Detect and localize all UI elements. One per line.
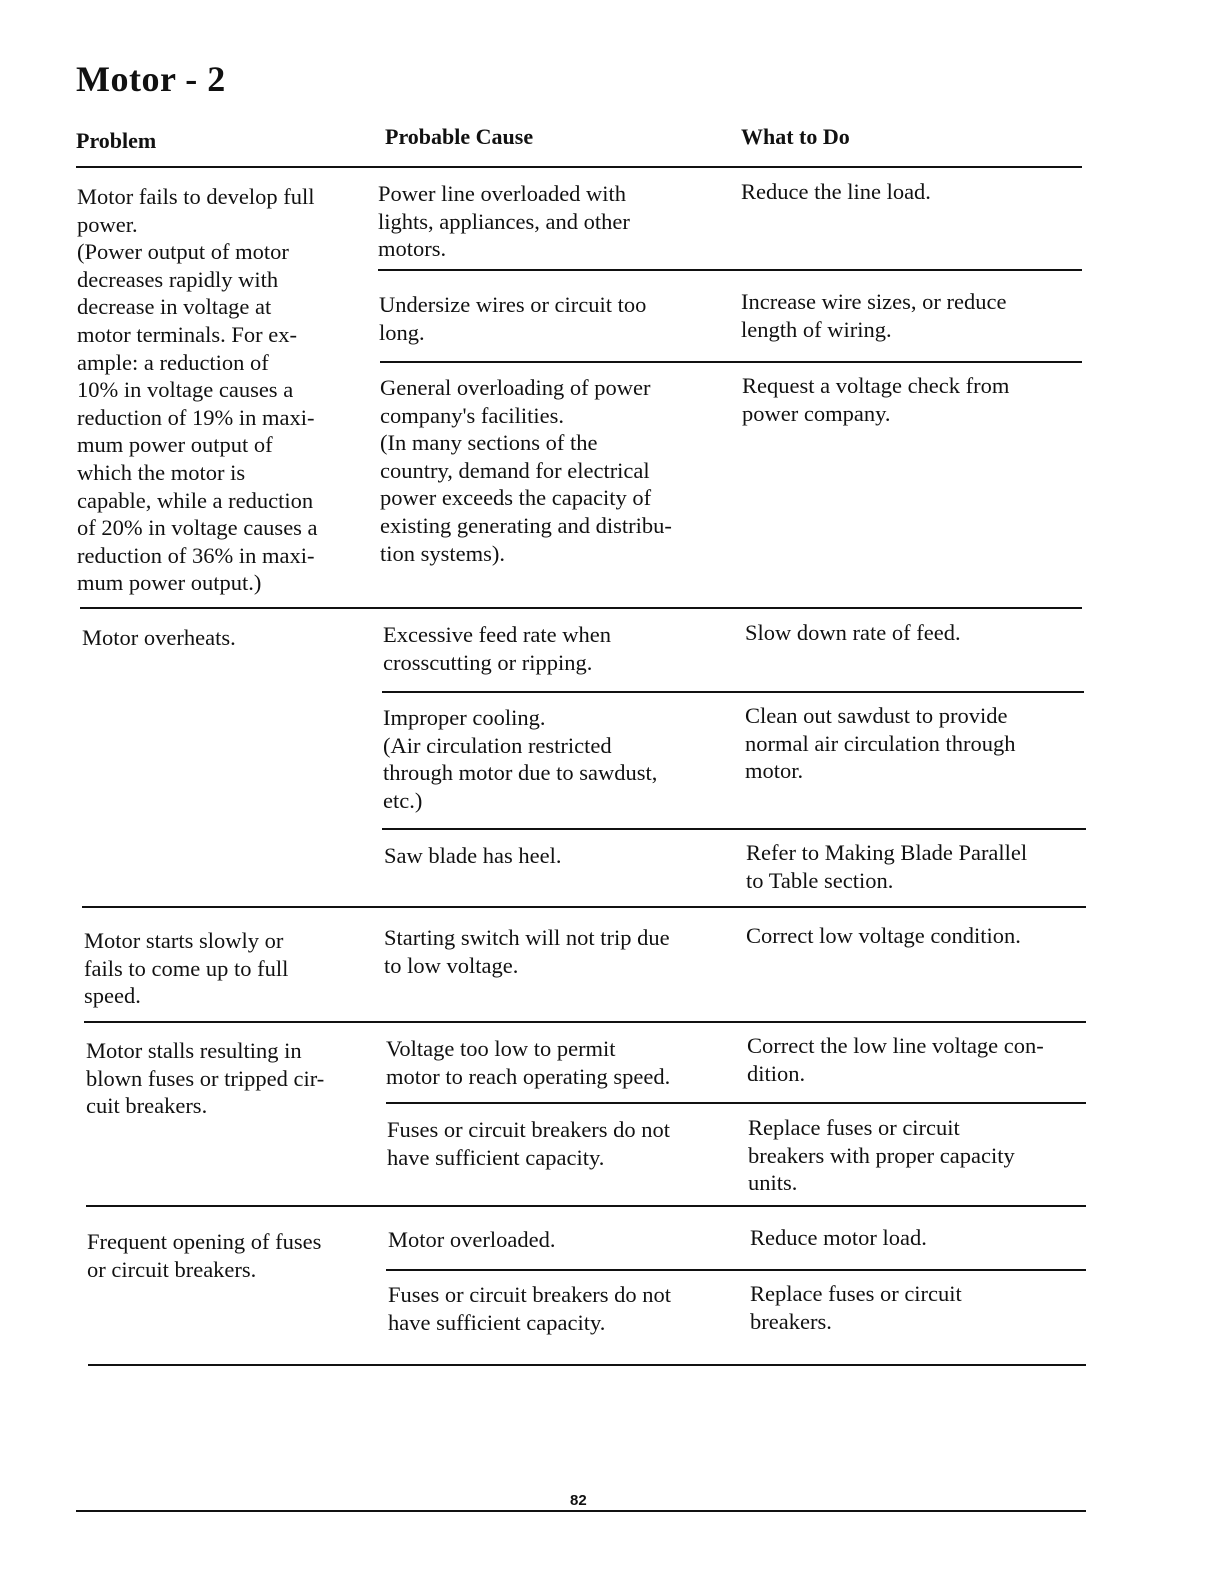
cause-cell: Fuses or circuit breakers do not have sufficient capacity. [388,1282,672,1335]
cause-cell: Motor overloaded. [388,1227,556,1252]
row-divider [382,691,1084,693]
action-cell: Increase wire sizes, or reduce length of wiring. [741,289,1007,342]
action-cell: Refer to Making Blade Parallel to Table section. [746,840,1028,893]
cause-cell: Power line overloaded with lights, appliances, and other motors. [378,181,630,262]
action-cell: Slow down rate of feed. [745,620,961,645]
row-divider [380,361,1082,363]
cause-cell: Fuses or circuit breakers do not have sufficient capacity. [387,1117,671,1170]
cause-cell: General overloading of power company's facilities. (In many sections of the country, demand for electrical power exceeds the capacity of existing generating and distribu- tion systems). [380,375,672,566]
problem-cell: Motor fails to develop full power. (Power output of motor decreases rapidly with decrease in voltage at motor terminals. For ex- ample: a reduction of 10% in voltage causes a reduction of 19% in maxi- mum power output of which the motor is capable, while a reduction of 20% in voltage causes a reduction of 36% in maxi- mum power output.) [77,184,318,596]
cause-cell: Voltage too low to permit motor to reach operating speed. [386,1036,671,1089]
header-rule [76,166,1082,168]
problem-cell: Frequent opening of fuses or circuit breakers. [87,1229,322,1282]
action-cell: Request a voltage check from power company. [742,373,1010,426]
row-divider [378,269,1082,271]
action-cell: Reduce motor load. [750,1225,927,1250]
footer-rule [76,1510,1086,1512]
group-divider [82,906,1086,908]
row-divider [386,1102,1086,1104]
action-cell: Replace fuses or circuit breakers. [750,1281,962,1334]
column-header-problem: Problem [76,128,157,153]
action-cell: Correct low voltage condition. [746,923,1021,948]
action-cell: Clean out sawdust to provide normal air circulation through motor. [745,703,1016,784]
row-divider [386,1269,1086,1271]
action-cell: Correct the low line voltage con- dition. [747,1033,1044,1086]
cause-cell: Excessive feed rate when crosscutting or ripping. [383,622,612,675]
group-divider [80,607,1082,609]
group-divider [84,1021,1086,1023]
cause-cell: Starting switch will not trip due to low voltage. [384,925,670,978]
column-header-probable-cause: Probable Cause [385,124,534,149]
cause-cell: Improper cooling. (Air circulation restricted through motor due to sawdust, etc.) [383,705,658,813]
cause-cell: Undersize wires or circuit too long. [379,292,647,345]
table-end-rule [88,1364,1086,1366]
page-title: Motor - 2 [76,59,226,99]
problem-cell: Motor stalls resulting in blown fuses or tripped cir- cuit breakers. [86,1038,325,1119]
action-cell: Replace fuses or circuit breakers with proper capacity units. [748,1115,1015,1196]
cause-cell: Saw blade has heel. [384,843,562,868]
problem-cell: Motor overheats. [82,625,236,650]
action-cell: Reduce the line load. [741,179,931,204]
column-header-what-to-do: What to Do [741,124,850,149]
problem-cell: Motor starts slowly or fails to come up to full speed. [84,928,289,1009]
row-divider [382,828,1086,830]
page-number: 82 [570,1492,587,1509]
group-divider [86,1205,1086,1207]
